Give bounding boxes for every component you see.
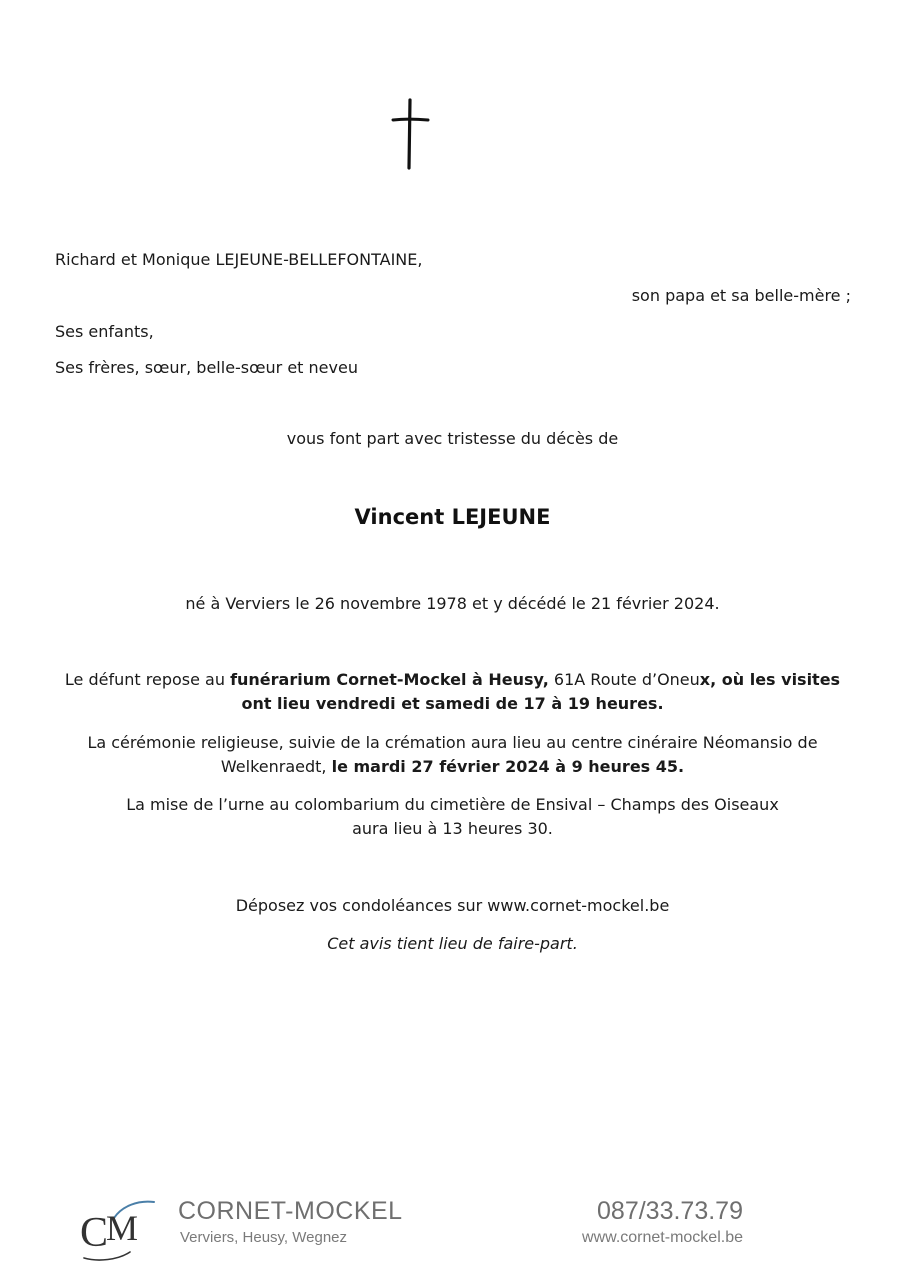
birth-death-line: né à Verviers le 26 novembre 1978 et y décédé le 21 février 2024. [185, 594, 720, 613]
latin-cross-icon [388, 98, 432, 170]
funerarium-name: funérarium Cornet-Mockel à Heusy, [230, 670, 549, 689]
parents-relation: son papa et sa belle-mère ; [631, 286, 851, 305]
condolences-line: Déposez vos condoléances sur www.cornet-mockel.be [235, 896, 670, 915]
announcement-intro: vous font part avec tristesse du décès de [286, 429, 619, 448]
company-logo [78, 1198, 158, 1264]
repose-prefix: Le défunt repose au [64, 670, 231, 689]
company-locations: Verviers, Heusy, Wegnez [180, 1229, 348, 1246]
deceased-name: Vincent LEJEUNE [354, 505, 551, 529]
urn-time: aura lieu à 13 heures 30. [352, 819, 553, 838]
svg-text:M: M [106, 1208, 139, 1248]
children-line: Ses enfants, [55, 322, 154, 341]
siblings-line: Ses frères, sœur, belle-sœur et neveu [55, 358, 358, 377]
company-website[interactable]: www.cornet-mockel.be [582, 1229, 743, 1246]
urn-paragraph [50, 793, 855, 841]
svg-text:C: C [80, 1210, 109, 1256]
company-phone: 087/33.73.79 [597, 1197, 743, 1225]
ceremony-paragraph [50, 731, 855, 779]
repose-paragraph [50, 668, 855, 716]
company-name: CORNET-MOCKEL [178, 1197, 403, 1225]
ceremony-date: le mardi 27 février 2024 à 9 heures 45. [331, 757, 685, 776]
visit-hours: x, où les visites ont lieu vendredi et samedi de 17 à 19 heures. [241, 670, 841, 713]
urn-text: La mise de l’urne au colombarium du cimetière de Ensival – Champs des Oiseaux [126, 795, 779, 814]
parents-line: Richard et Monique LEJEUNE-BELLEFONTAINE, [55, 250, 423, 269]
ceremony-text: La cérémonie religieuse, suivie de la crémation aura lieu au centre cinéraire Néomansio de Welkenraedt, [87, 733, 818, 776]
faire-part-notice: Cet avis tient lieu de faire-part. [327, 934, 578, 953]
funerarium-address: 61A Route d’Oneu [548, 670, 700, 689]
